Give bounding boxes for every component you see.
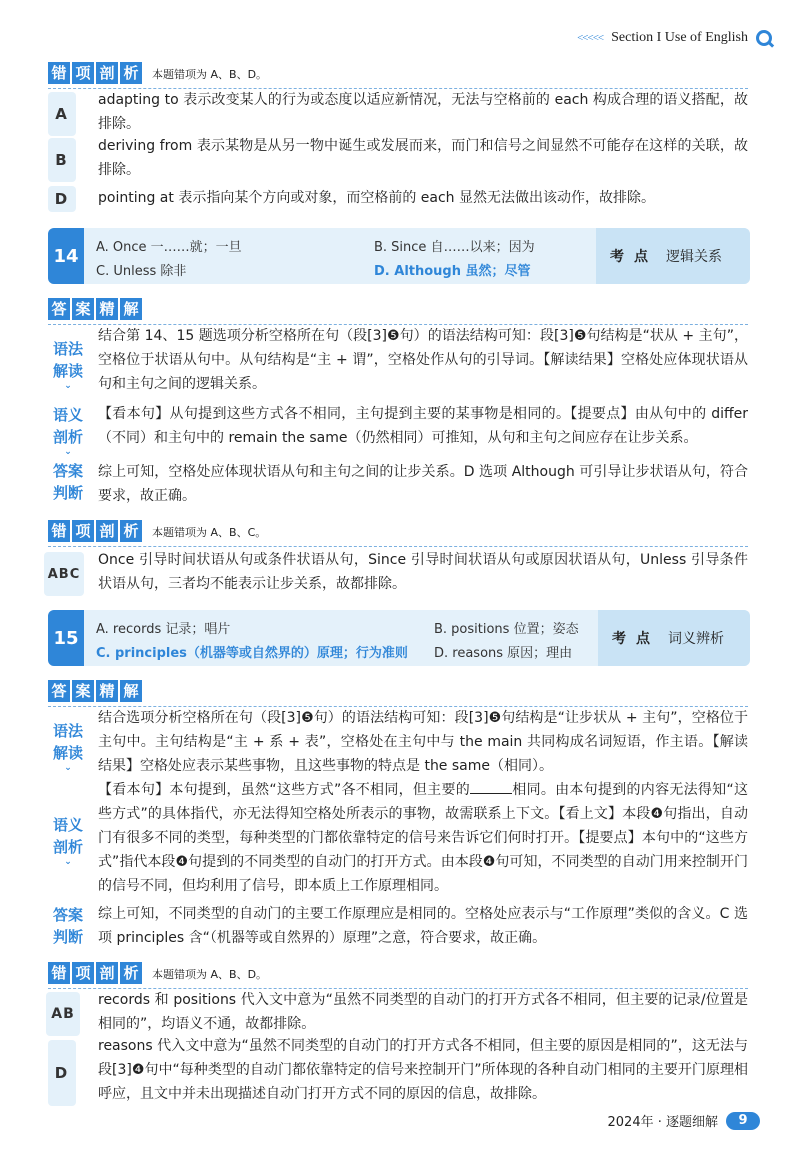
test-point-label: 考点	[612, 631, 660, 647]
label-answer: 答案 判断	[52, 906, 83, 946]
answer-explanation-header-2: 答 案 精 解	[48, 680, 748, 702]
option-key-a: A	[48, 92, 76, 136]
option-a: A. records 记录；唱片	[96, 622, 231, 637]
option-c-correct: C. principles（机器等或自然界的）原理；行为准则	[96, 646, 408, 661]
option-c: C. Unless 除非	[96, 264, 187, 279]
option-key-ab: AB	[46, 992, 80, 1036]
page-number: 9	[726, 1112, 760, 1130]
test-point-value: 词义辨析	[668, 631, 724, 647]
error-analysis-header-3: 错 项 剖 析 本题错项为 A、B、D。	[48, 962, 748, 984]
section-title: Section I Use of English	[611, 30, 748, 45]
footer-label: 2024年 · 逐题细解	[607, 1115, 718, 1130]
option-d-correct: D. Although 虽然；尽管	[374, 264, 531, 279]
option-a-analysis: adapting to 表示改变某人的行为或态度以适应新情况，无法与空格前的 each 构成合理的语义搭配，故排除。	[98, 92, 748, 132]
error-analysis-header-1	[48, 62, 748, 84]
question-number: 14	[48, 228, 84, 284]
test-point-label: 考点	[610, 249, 658, 265]
error-analysis-tag: 错 项 剖 析	[48, 62, 144, 84]
running-header	[577, 30, 772, 46]
option-key-d: D	[48, 1040, 76, 1106]
test-point-value: 逻辑关系	[666, 249, 722, 265]
semantic-analysis-15: 【看本句】本句提到，虽然“这些方式”各不相同，但主要的 相同。由本句提到的内容无法得知“这些方式”的具体指代，亦无法得知空格处所表示的事物，故需联系上下文。【看上文】本段❹句指出，自动门有很多不同的类型，每种类型的门都依靠特定的信号来告诉它们何时打开。【提要点】本句中的“这些方式”指代本段❹句提到的不同类型的自动门的打开方式。由本段❹句可知，不同类型的自动门用来控制开门的信号不同，但均利用了信号，即本质上工作原理相同。	[98, 778, 748, 898]
semantic-analysis-14: 【看本句】从句提到这些方式各不相同，主句提到主要的某事物是相同的。【提要点】由从句中的 differ（不同）和主句中的 remain the same（仍然相同）可推知，从句和主句之间应存在让步关系。	[98, 406, 748, 446]
label-grammar: 语法 解读 ⌄	[52, 340, 83, 391]
option-key-b: B	[48, 138, 76, 182]
label-grammar: 语法 解读 ⌄	[52, 722, 83, 773]
answer-blank	[470, 779, 512, 794]
answer-explanation-tag: 答 案 精 解	[48, 298, 144, 320]
answer-explanation-header-1	[48, 298, 748, 320]
option-b: B. Since 自……以来；因为	[374, 240, 535, 255]
option-b: B. positions 位置；姿态	[434, 622, 579, 637]
answer-judgment-14: 综上可知，空格处应体现状语从句和主句之间的让步关系。D 选项 Although 可引导让步状语从句，符合要求，故正确。	[98, 464, 748, 504]
option-d-analysis: pointing at 表示指向某个方向或对象，而空格前的 each 显然无法做出该动作，故排除。	[98, 190, 655, 206]
option-ab-analysis: records 和 positions 代入文中意为“虽然不同类型的自动门的打开方式各不相同，但主要的记录/位置是相同的”，均语义不通，故都排除。	[98, 992, 748, 1032]
grammar-analysis-14: 结合第 14、15 题选项分析空格所在句（段[3]❺句）的语法结构可知：段[3]❺句结构是“状从 + 主句”，空格位于状语从句中。从句结构是“主 + 谓”，空格处作从句的引导词。【解读结果】空格处应体现状语从句和主句之间的逻辑关系。	[98, 328, 748, 392]
option-d-analysis: reasons 代入文中意为“虽然不同类型的自动门的打开方式各不相同，但主要的原因是相同的”，这无法与段[3]❹句中“每种类型的自动门都依靠特定的信号来控制开门”所体现的各种自动门相同的主要开门原理相呼应，且文中并未出现描述自动门打开方式不同的原因的信息，故排除。	[98, 1038, 748, 1102]
wrong-options-note: 本题错项为 A、B、C。	[152, 526, 267, 539]
question-14-box	[48, 228, 750, 284]
test-point-panel	[596, 228, 750, 284]
option-b-analysis: deriving from 表示某物是从另一物中诞生或发展而来，而门和信号之间显然不可能存在这样的关联，故排除。	[98, 138, 748, 178]
question-15-box	[48, 610, 750, 666]
grammar-analysis-15: 结合选项分析空格所在句（段[3]❺句）的语法结构可知：段[3]❺句结构是“让步状从 + 主句”，空格位于主句中。主句结构是“主 + 系 + 表”，空格处在主句中与 the main 共同构成名词短语，作主语。【解读结果】空格处应表示某些事物，且这些事物的特点是 the same（相同）。	[98, 710, 748, 774]
label-semantic: 语义 剖析 ⌄	[52, 816, 83, 867]
label-semantic: 语义 剖析 ⌄	[52, 406, 83, 457]
chevrons-decoration: <<<<<	[577, 32, 604, 44]
label-answer: 答案 判断	[52, 462, 83, 502]
option-abc-analysis: Once 引导时间状语从句或条件状语从句，Since 引导时间状语从句或原因状语从句，Unless 引导条件状语从句，三者均不能表示让步关系，故都排除。	[98, 552, 748, 592]
option-a: A. Once 一……就；一旦	[96, 240, 242, 255]
test-point-panel	[598, 610, 750, 666]
question-number: 15	[48, 610, 84, 666]
answer-judgment-15: 综上可知，不同类型的自动门的主要工作原理应是相同的。空格处应表示与“工作原理”类似的含义。C 选项 principles 含“（机器等或自然界的）原理”之意，符合要求，故正确。	[98, 906, 748, 946]
error-analysis-header-2: 错 项 剖 析 本题错项为 A、B、C。	[48, 520, 748, 542]
wrong-options-note: 本题错项为 A、B、D。	[152, 968, 268, 981]
option-d: D. reasons 原因；理由	[434, 646, 573, 661]
page-footer	[608, 1111, 760, 1130]
option-key-abc: ABC	[44, 552, 84, 596]
search-icon	[756, 30, 772, 46]
wrong-options-note: 本题错项为 A、B、D。	[152, 68, 268, 81]
option-key-d: D	[48, 186, 76, 212]
